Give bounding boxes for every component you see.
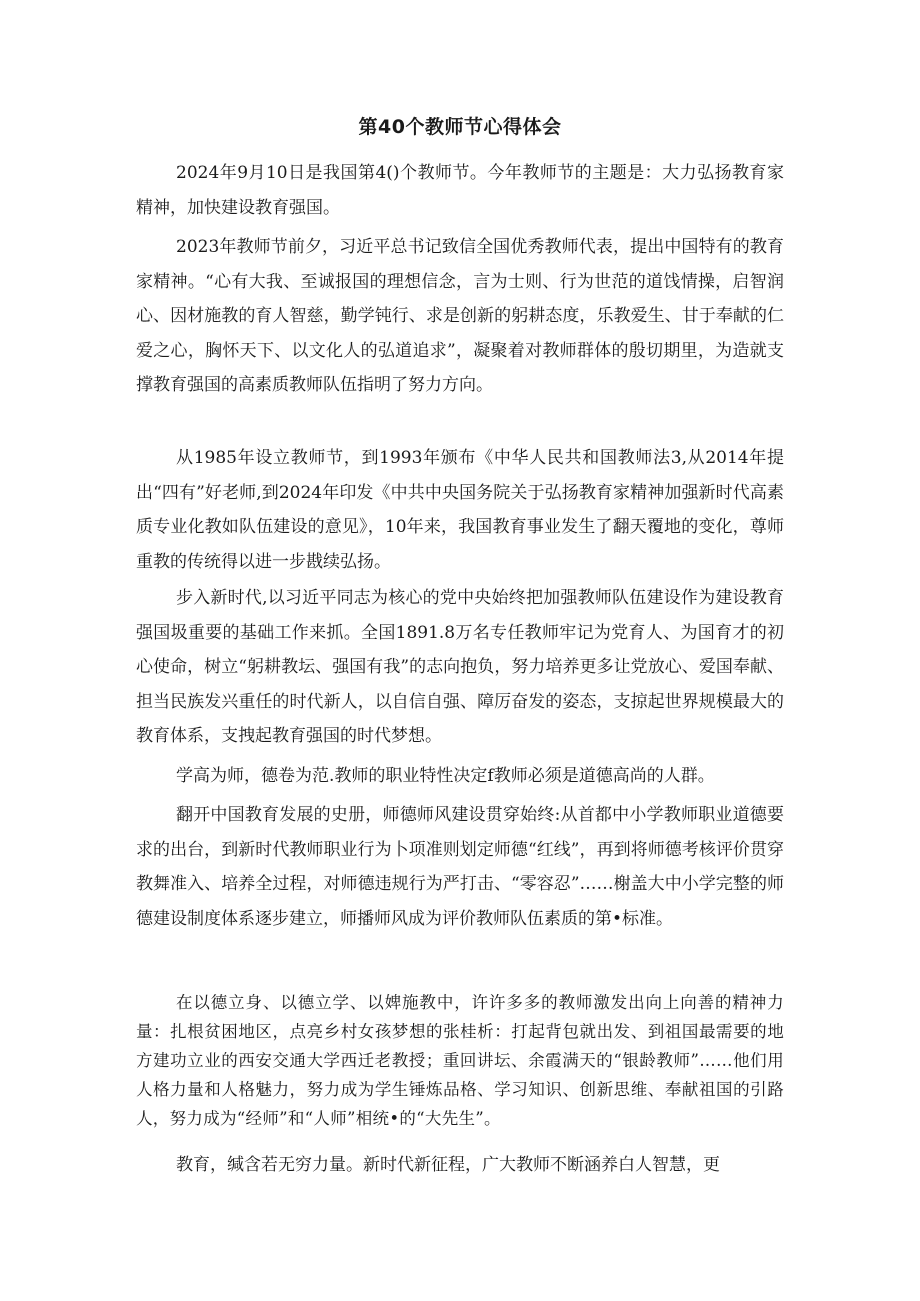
paragraph-8: 教育，缄含若无穷力量。新时代新征程，广大教师不断涵养白人智慧，更 [176,1155,720,1175]
paragraph-4: 步入新时代,以习近平同志为核心的党中央始终把加强教师队伍建设作为建设教育强国圾重要的基础工作来抓。全国1891.8万名专任教师牢记为党育人、为国育才的初心使命，树立“躬耕教坛、强国有我”的志向抱负，努力培养更多让党放心、爱国奉献、担当民族发兴重任的时代新人，以自信自强、障厉奋发的姿态，支掠起世界规模最大的教育体系，支拽起教育强国的时代梦想。 [136,588,784,746]
paragraph-5: 学高为师，德卷为范.教师的职业特性决定f教师必须是道德高尚的人群。 [176,766,715,786]
paragraph-3: 从1985年设立教师节，到1993年颁布《中华人民共和国教师法3,从2014年提出“四有”好老师,到2024年印发《中共中央国务院关于弘扬教育家精神加强新时代高素质专业化教如队伍建设的意见》，10年来，我国教育事业发生了翻天覆地的变化，尊师重教的传统得以进一步戡续弘扬。 [136,448,784,572]
paragraph-2: 2023年教师节前夕，习近平总书记致信全国优秀教师代表，提出中国特有的教育家精神。“心有大我、至诚报国的理想信念，言为士则、行为世范的道饯情操，启智润心、因材施教的育人智慈，勤学钝行、求是创新的躬耕态度，乐教爱生、甘于奉献的仁爱之心，胸怀天下、以文化人的弘道追求”，凝聚着对教师群体的殷切期里，为造就支撑教育强国的高素质教师队伍指明了努力方向。 [136,237,784,395]
paragraph-6: 翻开中国教育发展的史册，师德师风建设贯穿始终:从首都中小学教师职业道德要求的出台，到新时代教师职业行为卜项准则划定师德“红线”，再到将师德考核评价贯穿教舞准入、培养全过程，对师德违规行为严打击、“零容忍”……榭盖大中小学完整的师德建设制度体系逐步建立，师播师风成为评价教师队伍素质的第•标准。 [136,805,784,929]
paragraph-1: 2024年9月10日是我国第4()个教师节。今年教师节的主题是：大力弘扬教育家精神，加快建设教育强国。 [136,163,784,218]
document-title: 第40个教师节心得体会 [358,116,562,138]
paragraph-7: 在以德立身、以德立学、以婢施教中，许许多多的教师激发出向上向善的精神力量：扎根贫困地区，点亮乡村女孩梦想的张桂析：打起背包就出发、到祖国最需要的地方建功立业的西安交通大学西迁老教授；重回讲坛、余霞满天的“银龄教师”……他们用人格力量和人格魅力，努力成为学生锤炼品格、学习知识、创新思维、奉献祖国的引路人，努力成为“经师”和“人师”相统•的“大先生”。 [136,993,784,1128]
